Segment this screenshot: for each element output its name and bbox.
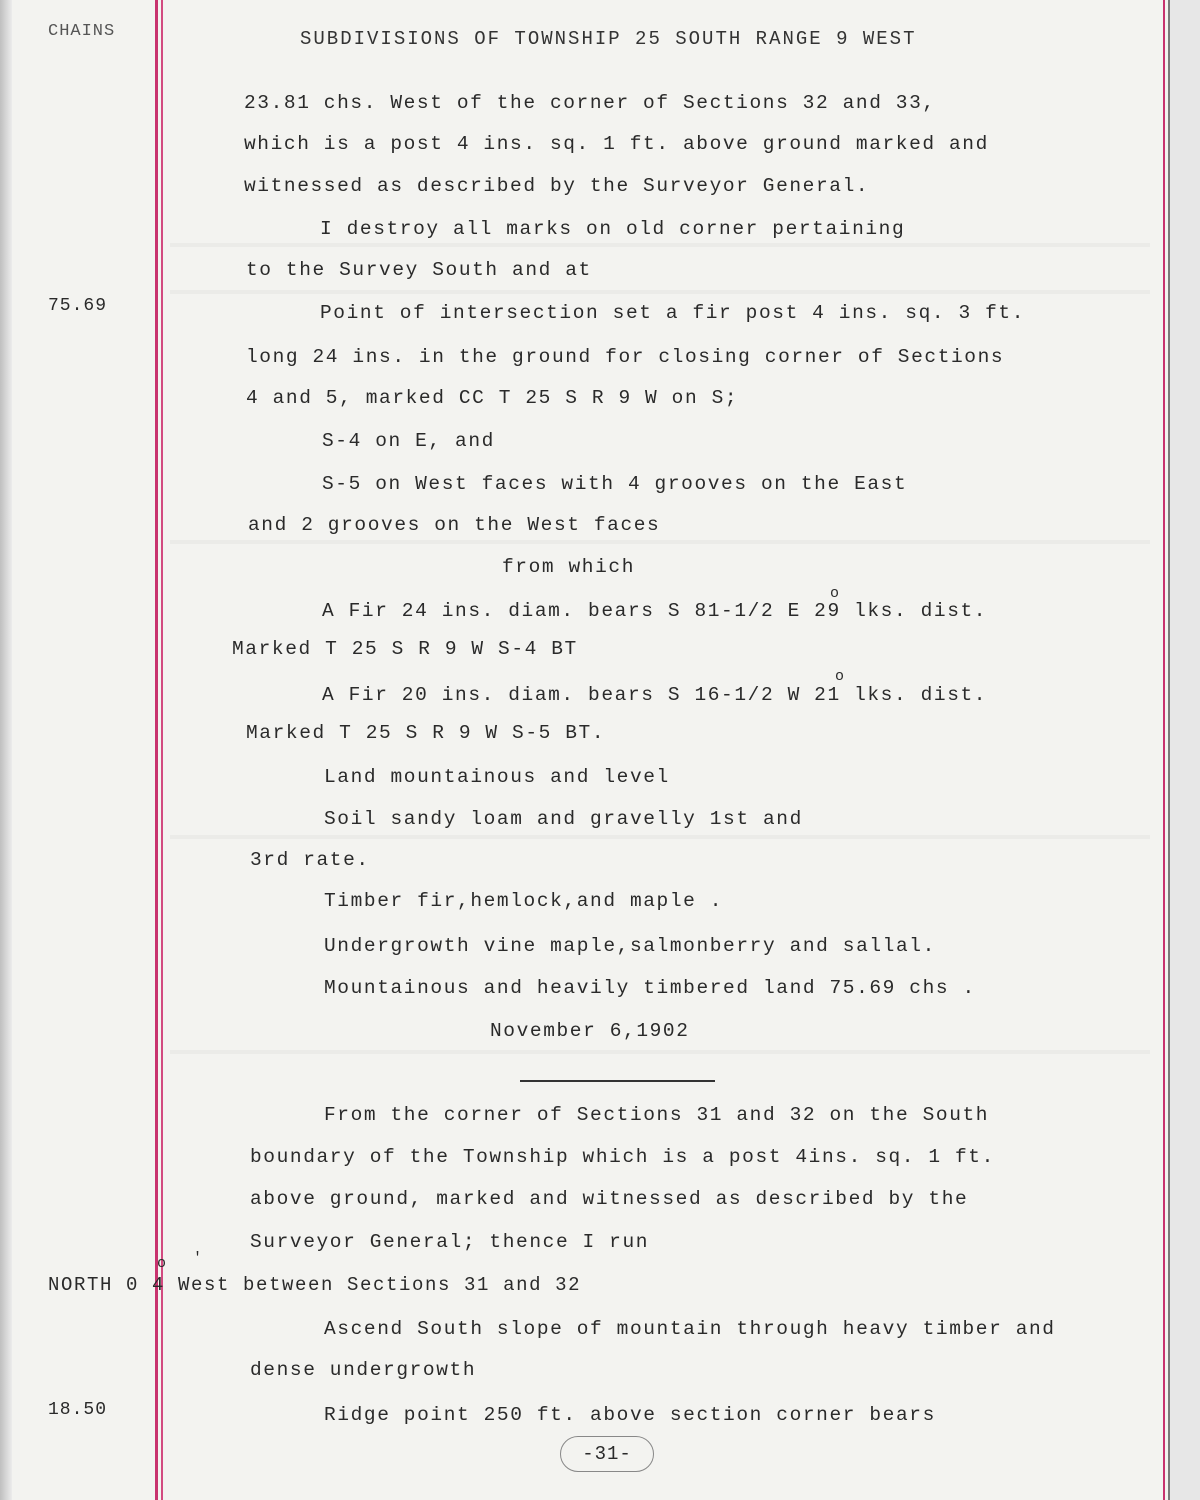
text-line: I destroy all marks on old corner pertaining [320,218,906,240]
text-line: Soil sandy loam and gravelly 1st and [324,808,803,830]
text-line: Mountainous and heavily timbered land 75.69 chs . [324,977,976,999]
degree-symbol: o [835,668,845,685]
text-line: Point of intersection set a fir post 4 ins. sq. 3 ft. [320,302,1026,324]
text-line: S-5 on West faces with 4 grooves on the East [322,473,908,495]
right-margin-rule [1163,0,1165,1500]
chains-column-label: CHAINS [48,22,116,41]
text-line: Marked T 25 S R 9 W S-5 BT. [246,722,606,744]
text-line: A Fir 24 ins. diam. bears S 81-1/2 E 29 lks. dist. [322,600,988,622]
text-line: from which [502,556,636,578]
text-line: A Fir 20 ins. diam. bears S 16-1/2 W 21 lks. dist. [322,684,988,706]
page-number: -31- [560,1436,654,1472]
page-right-edge [1168,0,1200,1500]
text-line: Ridge point 250 ft. above section corner bears [324,1404,936,1426]
course-line: NORTH 0 4 West between Sections 31 and 32 [48,1274,582,1296]
section-divider [520,1080,715,1082]
text-line: dense undergrowth [250,1359,477,1381]
degree-symbol: o [830,585,840,602]
text-line: S-4 on E, and [322,430,495,452]
chainage-value: 75.69 [48,296,108,316]
text-line: above ground, marked and witnessed as described by the [250,1188,969,1210]
text-line: boundary of the Township which is a post 4ins. sq. 1 ft. [250,1146,995,1168]
text-line: Surveyor General; thence I run [250,1231,650,1253]
show-through [170,835,1150,839]
text-line: 23.81 chs. West of the corner of Sections 32 and 33, [244,92,936,114]
chainage-value: 18.50 [48,1400,108,1420]
page-header [0,18,1168,58]
text-line: Undergrowth vine maple,salmonberry and sallal. [324,935,936,957]
text-line: Marked T 25 S R 9 W S-4 BT [232,638,578,660]
page-left-edge [0,0,12,1500]
show-through [170,540,1150,544]
text-line: which is a post 4 ins. sq. 1 ft. above ground marked and [244,133,989,155]
text-line: 4 and 5, marked CC T 25 S R 9 W on S; [246,387,739,409]
text-line: to the Survey South and at [246,259,592,281]
minute-symbol: ' [193,1250,203,1267]
text-line: From the corner of Sections 31 and 32 on the South [324,1104,990,1126]
text-line: long 24 ins. in the ground for closing corner of Sections [246,346,1005,368]
show-through [170,290,1150,294]
text-line: Land mountainous and level [324,766,670,788]
text-line: Ascend South slope of mountain through heavy timber and [324,1318,1056,1340]
text-line: 3rd rate. [250,849,370,871]
text-line: and 2 grooves on the West faces [248,514,661,536]
show-through [170,243,1150,247]
show-through [170,1050,1150,1054]
page-title: SUBDIVISIONS OF TOWNSHIP 25 SOUTH RANGE 9 WEST [300,28,917,50]
date-line: November 6,1902 [490,1020,690,1042]
degree-symbol: o [157,1255,167,1272]
text-line: Timber fir,hemlock,and maple . [324,890,724,912]
text-line: witnessed as described by the Surveyor General. [244,175,870,197]
